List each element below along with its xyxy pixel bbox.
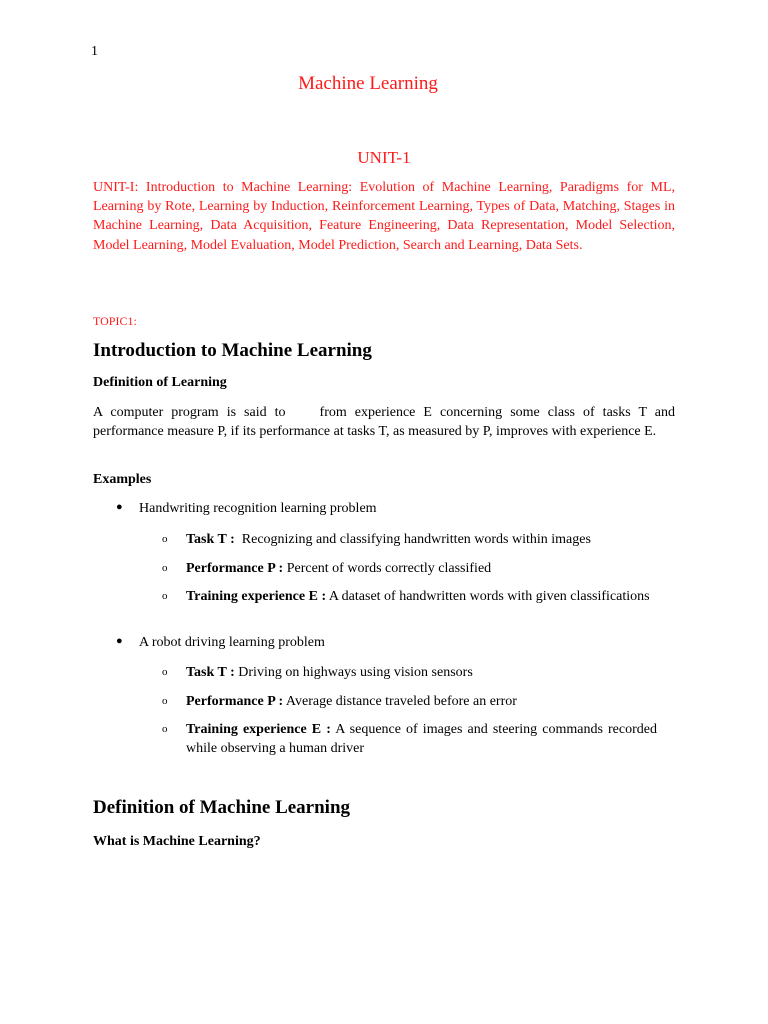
sub-item-body <box>186 530 657 549</box>
sub-item-text: Driving on highways using vision sensors <box>238 665 473 680</box>
sub-item-body <box>186 692 657 711</box>
sub-bullet-icon: o <box>162 590 168 602</box>
sub-item-body <box>186 587 657 606</box>
sub-item-text: Percent of words correctly classified <box>286 561 492 576</box>
sub-bullet-icon: o <box>162 562 168 574</box>
topic-label: TOPIC1: <box>93 314 137 328</box>
page-number: 1 <box>91 44 98 59</box>
sub-bullet-icon: o <box>162 533 168 545</box>
sub-item-body <box>186 559 657 578</box>
sub-item-text: Average distance traveled before an error <box>285 694 517 709</box>
subheading-examples: Examples <box>93 472 152 487</box>
section-heading-definition-of-machine-learning: Definition of Machine Learning <box>93 797 351 818</box>
sub-item-label: Training experience E : <box>186 589 327 604</box>
definition-paragraph <box>93 403 675 441</box>
sub-bullet-icon: o <box>162 666 168 678</box>
definition-text-start: A computer program is said to <box>93 405 286 420</box>
example-title: Handwriting recognition learning problem <box>139 501 377 516</box>
definition-text-end: from experience E concerning some class of tasks T and performance measure P, if its performance at tasks T, as measured by P, improves with experience E. <box>93 405 675 440</box>
sub-item-label: Training experience E : <box>186 722 331 737</box>
subheading-what-is-machine-learning: What is Machine Learning? <box>93 834 261 849</box>
sub-item-body <box>186 663 657 682</box>
subheading-definition-of-learning: Definition of Learning <box>93 375 227 390</box>
sub-item-label: Task T : <box>186 665 235 680</box>
sub-item-text: A dataset of handwritten words with given classifications <box>328 589 650 604</box>
sub-item-text: Recognizing and classifying handwritten words within images <box>241 532 591 547</box>
sub-item-body <box>186 720 657 758</box>
bullet-icon: ● <box>116 635 123 647</box>
sub-item-label: Task T : <box>186 532 235 547</box>
document-title: Machine Learning <box>298 73 438 94</box>
sub-item-label: Performance P : <box>186 694 284 709</box>
example-title: A robot driving learning problem <box>139 635 325 650</box>
unit-description: UNIT-I: Introduction to Machine Learning: Evolution of Machine Learning, Paradigms for ML, Learning by Rote, Learning by Induction, Reinforcement Learning, Types of Data, Matching, Stages in Machine Learning, Data Acquisition, Feature Engineering, Data Representation, Model Selection, Model Learning, Model Evaluation, Model Prediction, Search and Learning, Data Sets. <box>93 180 675 253</box>
section-heading-introduction: Introduction to Machine Learning <box>93 340 372 361</box>
sub-bullet-icon: o <box>162 723 168 735</box>
sub-item-label: Performance P : <box>186 561 284 576</box>
unit-heading: UNIT-1 <box>357 148 411 167</box>
sub-item-text: A sequence of images and steering commands recorded while observing a human driver <box>186 722 657 756</box>
bullet-icon: ● <box>116 501 123 513</box>
sub-bullet-icon: o <box>162 695 168 707</box>
